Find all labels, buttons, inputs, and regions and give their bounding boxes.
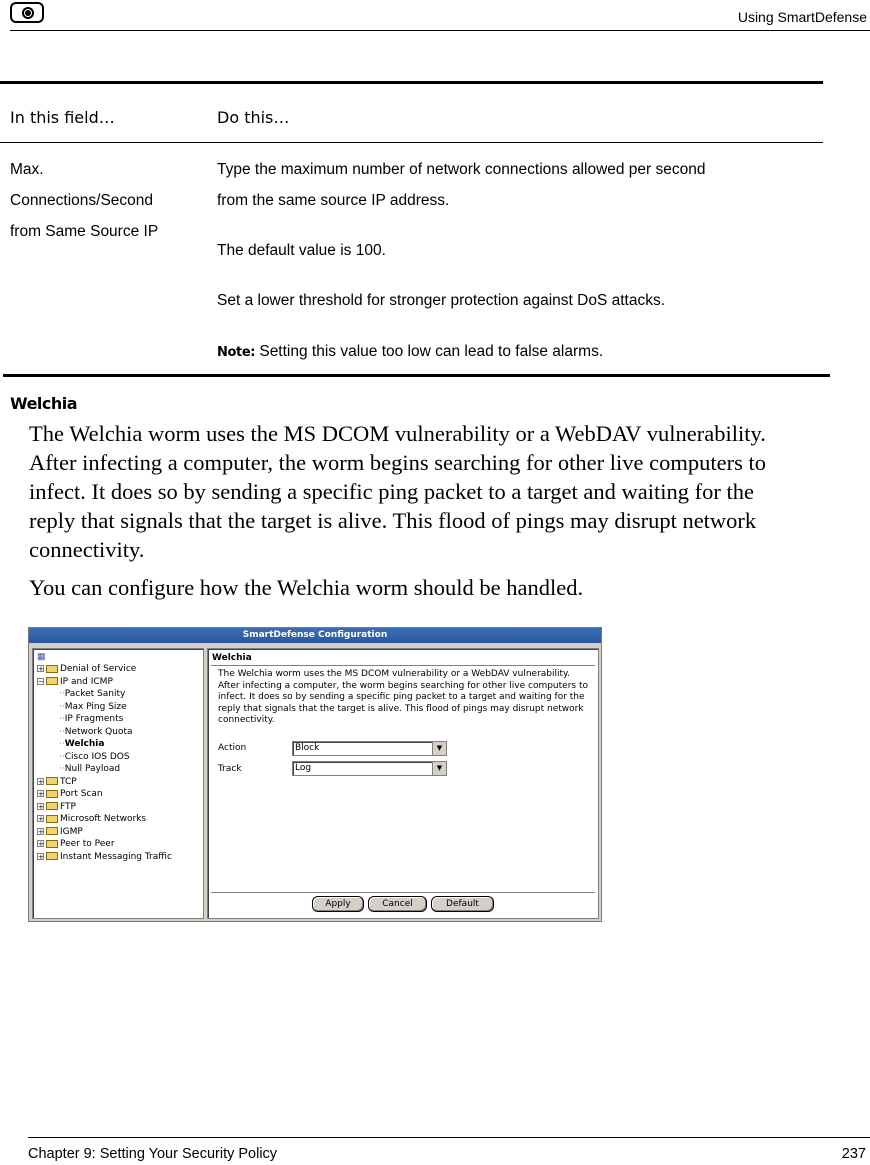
section-paragraph bbox=[29, 419, 766, 564]
expand-icon[interactable]: + bbox=[38, 802, 44, 811]
footer-chapter: Chapter 9: Setting Your Security Policy bbox=[28, 1146, 278, 1162]
field-description-line: Type the maximum number of network connections allowed per second bbox=[217, 161, 706, 178]
tree-connector: ·· bbox=[59, 701, 65, 712]
footer-rule bbox=[28, 1137, 870, 1138]
field-name-line: Max. bbox=[10, 161, 44, 178]
tree-item[interactable] bbox=[37, 838, 115, 850]
section-paragraph-2: You can configure how the Welchia worm should be handled. bbox=[29, 575, 584, 600]
default-value-text: The default value is 100. bbox=[217, 242, 386, 259]
table-header-action: Do this… bbox=[217, 108, 290, 127]
folder-icon bbox=[46, 677, 58, 685]
tree-root-icon: ▦ bbox=[37, 651, 46, 661]
page-number: 237 bbox=[841, 1146, 866, 1162]
cancel-button[interactable]: Cancel bbox=[368, 896, 427, 912]
tree-item-label: IP and ICMP bbox=[60, 676, 113, 687]
tree-item-label: Packet Sanity bbox=[64, 689, 126, 699]
folder-icon bbox=[46, 802, 58, 810]
action-select-value: Block bbox=[295, 743, 320, 753]
paragraph-line: infect. It does so by sending a specific ping packet to a target and waiting for the bbox=[29, 479, 754, 504]
field-name-line: from Same Source IP bbox=[10, 223, 159, 240]
tree-item-label: Instant Messaging Traffic bbox=[60, 851, 172, 862]
folder-icon bbox=[46, 840, 58, 848]
tree-item[interactable] bbox=[59, 701, 127, 713]
tree-item-label: Null Payload bbox=[64, 764, 121, 774]
tree-item[interactable] bbox=[37, 851, 172, 863]
panel-divider bbox=[211, 665, 595, 666]
default-button[interactable]: Default bbox=[431, 896, 494, 912]
folder-icon bbox=[46, 852, 58, 860]
tree-item[interactable] bbox=[59, 738, 104, 750]
smartdefense-config-window bbox=[28, 627, 602, 922]
tree-item-label: Welchia bbox=[64, 739, 105, 749]
table-header-field: In this field… bbox=[10, 108, 115, 127]
expand-icon[interactable]: + bbox=[38, 827, 44, 836]
tree-item-label: IP Fragments bbox=[64, 714, 124, 724]
tree-connector: ·· bbox=[59, 751, 65, 762]
smartdefense-logo-icon bbox=[10, 2, 44, 23]
field-description-line: from the same source IP address. bbox=[217, 192, 450, 209]
tree-item[interactable] bbox=[37, 776, 77, 788]
tree-connector: ·· bbox=[59, 726, 65, 737]
paragraph-line: connectivity. bbox=[29, 537, 145, 562]
tree-item-label: Network Quota bbox=[64, 726, 133, 737]
settings-pane bbox=[207, 648, 599, 919]
folder-icon bbox=[46, 790, 58, 798]
field-name bbox=[10, 154, 158, 247]
tree-item[interactable] bbox=[37, 663, 136, 675]
tree-connector: ·· bbox=[59, 714, 65, 724]
tree-pane bbox=[32, 648, 204, 919]
tree-item[interactable] bbox=[59, 763, 120, 775]
window-title-bar: SmartDefense Configuration bbox=[29, 628, 601, 643]
tree-item-label: Microsoft Networks bbox=[60, 814, 147, 824]
note-label: Note: bbox=[217, 345, 256, 360]
tree-item[interactable] bbox=[59, 713, 123, 725]
table-top-rule bbox=[0, 81, 823, 84]
expand-icon[interactable]: + bbox=[38, 815, 44, 823]
paragraph-line: The Welchia worm uses the MS DCOM vulnerability or a WebDAV vulnerability. bbox=[29, 421, 766, 446]
tree-item-label: TCP bbox=[60, 776, 77, 787]
tree-item-label: Max Ping Size bbox=[64, 701, 127, 712]
running-header: Using SmartDefense bbox=[737, 9, 867, 25]
tree-item[interactable] bbox=[37, 788, 103, 800]
field-name-line: Connections/Second bbox=[10, 192, 154, 209]
tree-item-label: FTP bbox=[60, 801, 76, 812]
panel-description-line: infect. It does so by sending a specific ping packet to a target and waiting for the bbox=[218, 692, 585, 702]
track-select[interactable] bbox=[292, 761, 447, 776]
section-heading: Welchia bbox=[10, 394, 78, 413]
tree-item-label: Port Scan bbox=[60, 789, 103, 799]
tree-connector: ·· bbox=[59, 739, 65, 749]
expand-icon[interactable]: + bbox=[38, 790, 44, 798]
expand-icon[interactable]: + bbox=[38, 665, 44, 673]
collapse-icon[interactable]: − bbox=[38, 677, 44, 686]
panel-description-line: reply that signals that the target is alive. This flood of pings may disrupt network bbox=[218, 703, 584, 714]
tree-connector: ·· bbox=[59, 764, 65, 774]
tree-item[interactable] bbox=[37, 826, 83, 838]
action-select[interactable] bbox=[292, 741, 447, 756]
track-select-value: Log bbox=[295, 763, 312, 773]
button-bar-divider bbox=[211, 892, 595, 893]
tree-item[interactable] bbox=[37, 676, 113, 688]
paragraph-line: After infecting a computer, the worm begins searching for other live computers to bbox=[29, 450, 766, 475]
folder-icon bbox=[46, 827, 58, 835]
panel-title: Welchia bbox=[212, 653, 252, 663]
folder-icon bbox=[46, 815, 58, 823]
tree-item[interactable] bbox=[37, 801, 76, 813]
folder-icon bbox=[46, 665, 58, 673]
panel-description-line: After infecting a computer, the worm begins searching for other live computers to bbox=[218, 680, 588, 691]
chevron-down-icon[interactable]: ▼ bbox=[432, 742, 446, 755]
panel-description-line: connectivity. bbox=[218, 715, 275, 725]
tree-item[interactable] bbox=[59, 688, 125, 700]
panel-description bbox=[218, 669, 590, 727]
paragraph-line: reply that signals that the target is alive. This flood of pings may disrupt network bbox=[29, 508, 757, 533]
note bbox=[217, 343, 603, 361]
tree-item[interactable] bbox=[59, 726, 133, 738]
action-label: Action bbox=[218, 743, 247, 753]
header-rule bbox=[10, 30, 870, 31]
expand-icon[interactable]: + bbox=[38, 777, 44, 786]
tree-connector: ·· bbox=[59, 689, 65, 699]
note-text: Setting this value too low can lead to false alarms. bbox=[255, 343, 604, 360]
track-label: Track bbox=[218, 764, 242, 774]
table-bottom-rule bbox=[3, 374, 830, 377]
tree-item-label: Cisco IOS DOS bbox=[64, 751, 130, 762]
expand-icon[interactable]: + bbox=[38, 852, 44, 861]
apply-button[interactable]: Apply bbox=[312, 896, 364, 912]
tree-item-label: Denial of Service bbox=[60, 664, 137, 674]
panel-description-line: The Welchia worm uses the MS DCOM vulnerability or a WebDAV vulnerability. bbox=[218, 669, 570, 679]
tree-item[interactable] bbox=[59, 751, 130, 763]
expand-icon[interactable]: + bbox=[38, 840, 44, 848]
threshold-text: Set a lower threshold for stronger protection against DoS attacks. bbox=[217, 292, 666, 309]
table-header-rule bbox=[0, 142, 823, 143]
folder-icon bbox=[46, 777, 58, 785]
tree-item-label: Peer to Peer bbox=[60, 839, 115, 849]
tree-item-label: IGMP bbox=[60, 826, 83, 837]
tree-item[interactable] bbox=[37, 813, 146, 825]
chevron-down-icon[interactable]: ▼ bbox=[432, 762, 446, 775]
